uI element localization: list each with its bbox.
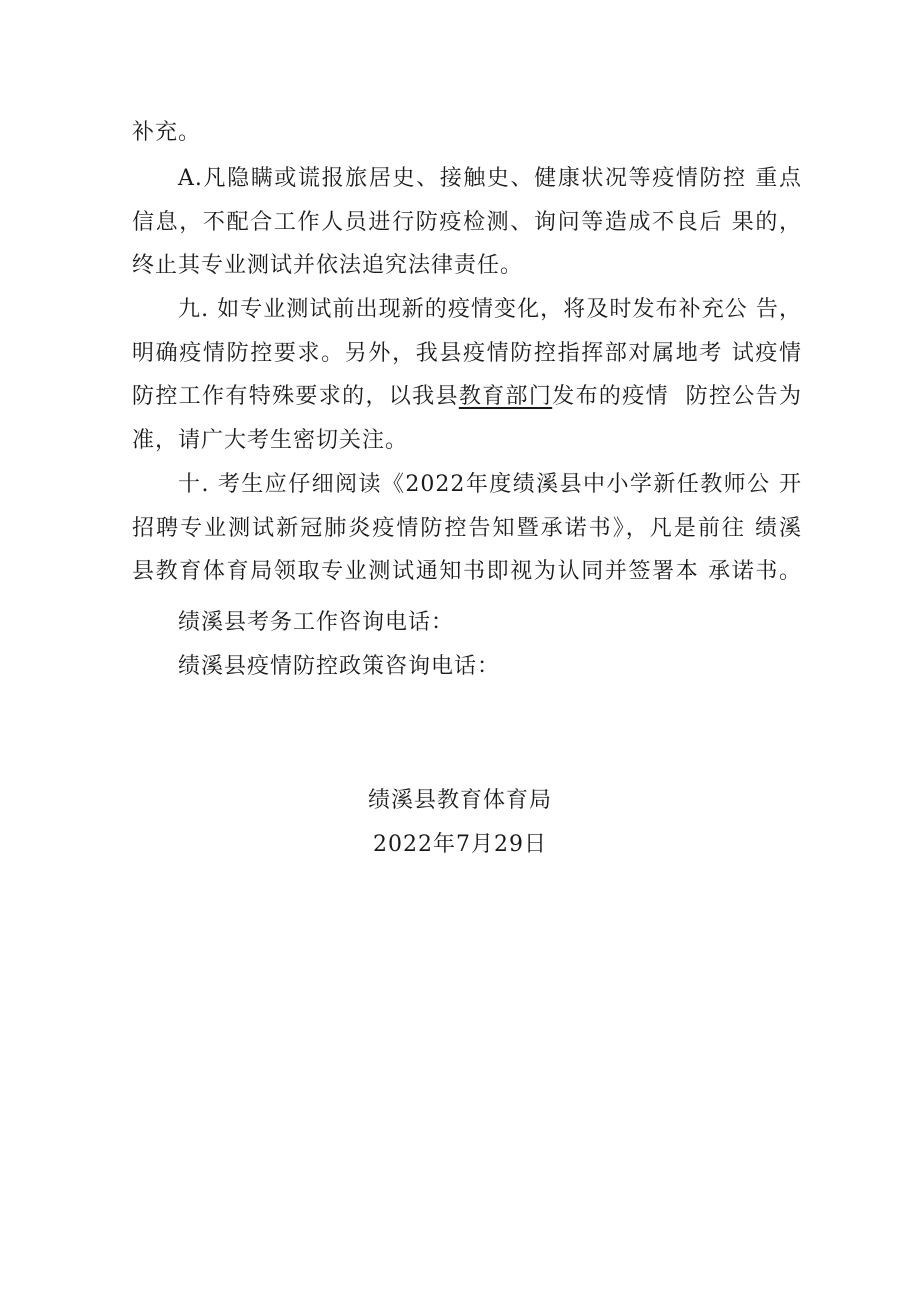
text-line-6: 明确疫情防控要求。另外，我县疫情防控指挥部对属地考 试疫情 (132, 341, 802, 366)
text-line-7 (132, 382, 802, 412)
text-line-5: 九. 如专业测试前出现新的疫情变化，将及时发布补充公 告， (178, 297, 802, 322)
text-line-4: 终止其专业测试并依法追究法律责任。 (132, 253, 524, 278)
signature-org: 绩溪县教育体育局 (367, 788, 552, 813)
text-line-10: 招聘专业测试新冠肺炎疫情防控告知暨承诺书》，凡是前往 绩溪 (132, 516, 802, 541)
text-line-1: 补充。 (132, 120, 202, 145)
text-line-11: 县教育体育局领取专业测试通知书即视为认同并签署本 承诺书。 (132, 559, 802, 584)
exam-affairs-phone-label: 绩溪县考务工作咨询电话： (178, 610, 455, 635)
text-line-3: 信息，不配合工作人员进行防疫检测、询问等造成不良后 果的， (132, 210, 802, 235)
text-line-7-end: 发布的疫情 防控公告为 (552, 384, 802, 409)
text-line-9: 十. 考生应仔细阅读《2022年度绩溪县中小学新任教师公 开 (178, 472, 802, 497)
text-line-7-start: 防控工作有特殊要求的，以我县 (132, 384, 459, 409)
signature-date: 2022年7月29日 (373, 832, 547, 857)
text-line-8: 准，请广大考生密切关注。 (132, 428, 409, 453)
epidemic-policy-phone-label: 绩溪县疫情防控政策咨询电话： (178, 654, 501, 679)
education-department-link[interactable]: 教育部门 (458, 384, 553, 409)
text-line-2: A.凡隐瞒或谎报旅居史、接触史、健康状况等疫情防控 重点 (178, 166, 802, 191)
